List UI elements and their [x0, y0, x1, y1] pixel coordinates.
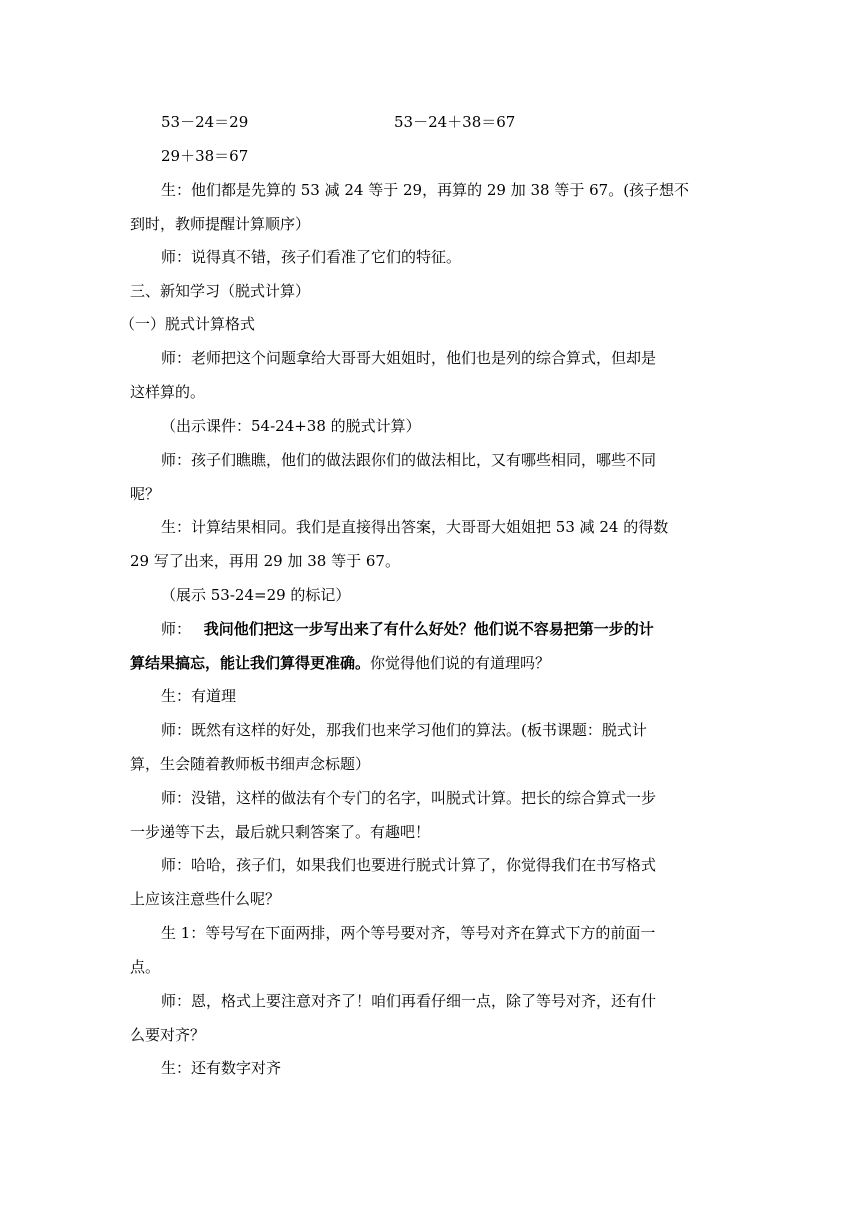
paragraph-line: 呢？ — [130, 485, 161, 503]
paragraph-line: 生：有道理 — [161, 687, 237, 705]
paragraph-line: 师：说得真不错，孩子们看准了它们的特征。 — [161, 248, 462, 266]
paragraph-line: 29 写了出来，再用 29 加 38 等于 67。 — [130, 552, 400, 570]
paragraph-line: 生：还有数字对齐 — [161, 1059, 282, 1077]
paragraph-line: （出示课件：54-24+38 的脱式计算） — [161, 417, 421, 435]
paragraph-line: 师：没错，这样的做法有个专门的名字，叫脱式计算。把长的综合算式一步 — [161, 789, 657, 807]
paragraph-line: 生：计算结果相同。我们是直接得出答案，大哥哥大姐姐把 53 减 24 的得数 — [161, 518, 669, 536]
plain-text: 你觉得他们说的有道理吗？ — [370, 654, 551, 672]
subsection-heading: （一）脱式计算格式 — [120, 315, 256, 333]
paragraph-line — [161, 619, 654, 639]
paragraph-line: 一步递等下去，最后就只剩答案了。有趣吧！ — [130, 823, 431, 841]
equation-line: 53－24＝29 — [161, 113, 249, 131]
paragraph-line: 师：孩子们瞧瞧，他们的做法跟你们的做法相比，又有哪些相同，哪些不同 — [161, 451, 657, 469]
paragraph-line: 算，生会随着教师板书细声念标题） — [130, 755, 371, 773]
paragraph-line: 师：恩，格式上要注意对齐了！咱们再看仔细一点，除了等号对齐，还有什 — [161, 992, 657, 1010]
paragraph-line: 生 1：等号写在下面两排，两个等号要对齐，等号对齐在算式下方的前面一 — [161, 924, 656, 942]
paragraph-line: （展示 53-24=29 的标记） — [161, 586, 351, 604]
paragraph-line: 师：哈哈，孩子们，如果我们也要进行脱式计算了，你觉得我们在书写格式 — [161, 856, 657, 874]
paragraph-line: 师：老师把这个问题拿给大哥哥大姐姐时，他们也是列的综合算式，但却是 — [161, 349, 657, 367]
paragraph-line: 点。 — [130, 958, 161, 976]
paragraph-line: 这样算的。 — [130, 383, 206, 401]
emphasized-text: 我问他们把这一步写出来了有什么好处？他们说不容易把第一步的计 — [203, 620, 654, 638]
speaker-label: 师： — [161, 620, 192, 638]
section-heading: 三、新知学习（脱式计算） — [130, 282, 311, 300]
paragraph-line — [130, 653, 550, 673]
paragraph-line: 师：既然有这样的好处，那我们也来学习他们的算法。(板书课题：脱式计 — [161, 721, 647, 739]
emphasized-text: 算结果搞忘，能让我们算得更准确。 — [130, 654, 371, 672]
equation-line: 53－24＋38＝67 — [394, 113, 516, 131]
equation-line: 29＋38＝67 — [161, 147, 249, 165]
paragraph-line: 么要对齐？ — [130, 1026, 206, 1044]
paragraph-line: 生：他们都是先算的 53 减 24 等于 29，再算的 29 加 38 等于 67。(孩子想不 — [161, 181, 690, 199]
paragraph-line: 到时，教师提醒计算顺序） — [130, 215, 311, 233]
paragraph-line: 上应该注意些什么呢？ — [130, 890, 281, 908]
